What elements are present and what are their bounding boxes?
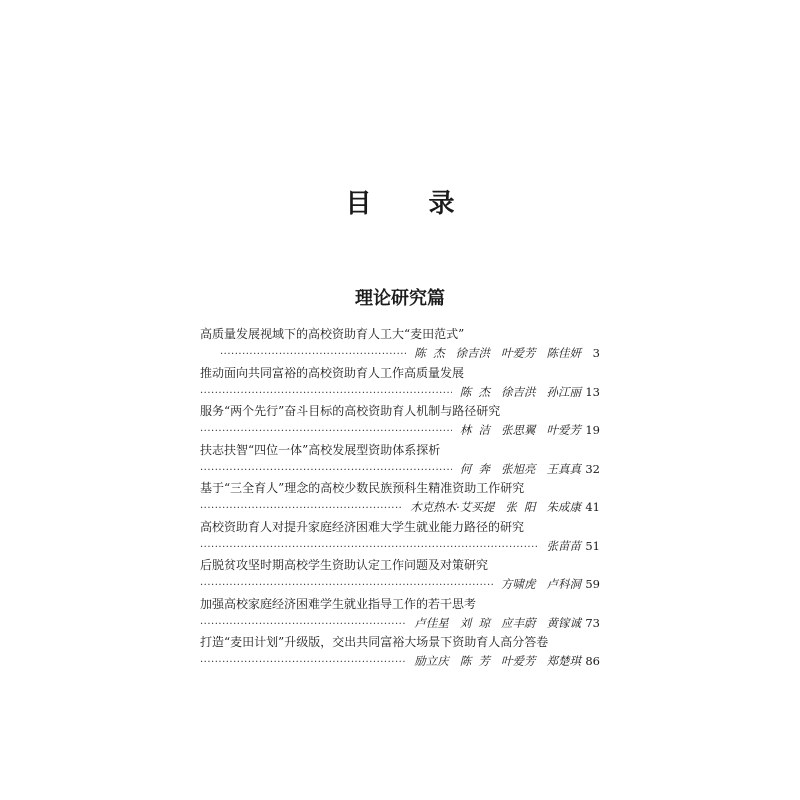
- entry-page-number: 73: [585, 615, 600, 630]
- toc-entry: [200, 556, 600, 595]
- entry-title: 高质量发展视域下的高校资助育人工大“麦田范式”: [200, 327, 465, 341]
- toc-entry: [200, 518, 600, 557]
- entry-page-number: 86: [585, 654, 600, 668]
- toc-entry: [200, 479, 600, 518]
- toc-entry: [200, 441, 600, 480]
- entry-title: 高校资助育人对提升家庭经济困难大学生就业能力路径的研究: [200, 519, 525, 534]
- entry-page-number: 51: [585, 538, 600, 553]
- entry-title: 服务“两个先行”奋斗目标的高校资助育人机制与路径研究: [200, 404, 501, 418]
- entry-page-number: 41: [585, 500, 600, 514]
- dot-leader: [200, 384, 452, 403]
- entry-title: 加强高校家庭经济困难学生就业指导工作的若干思考: [200, 596, 477, 611]
- entry-authors: 励立庆 陈 芳 叶爱芳 郑楚琪: [414, 654, 581, 668]
- entry-title: 后脱贫攻坚时期高校学生资助认定工作问题及对策研究: [200, 558, 489, 572]
- toc-entry: [200, 325, 600, 364]
- dot-leader: [200, 653, 406, 672]
- toc-entry: [200, 364, 600, 403]
- toc-entry: [200, 595, 600, 634]
- entry-authors: 陈 杰 徐吉洪 叶爱芳 陈佳妍: [414, 346, 581, 360]
- entry-title: 扶志扶智“四位一体”高校发展型资助体系探析: [200, 442, 441, 457]
- entry-authors: 方啸虎 卢科洞: [501, 577, 581, 591]
- entry-page-number: 13: [585, 384, 600, 399]
- toc-entry: [200, 402, 600, 441]
- section-heading: 理论研究篇: [355, 288, 445, 309]
- entry-title: 打造“麦田计划”升级版，交出共同富裕大场景下资助育人高分答卷: [200, 635, 549, 649]
- entry-authors: 木克热木·艾买提 张 阳 朱成康: [410, 500, 581, 514]
- entry-title: 推动面向共同富裕的高校资助育人工作高质量发展: [200, 365, 465, 380]
- entry-authors: 张苗苗: [546, 538, 581, 553]
- dot-leader: [200, 499, 402, 518]
- table-of-contents: [200, 325, 600, 672]
- dot-leader: [200, 422, 452, 441]
- dot-leader: [200, 538, 539, 557]
- entry-authors: 何 奔 张旭亮 王真真: [459, 461, 581, 476]
- entry-authors: 林 洁 张思翼 叶爱芳: [459, 423, 581, 437]
- dot-leader: [200, 461, 452, 480]
- dot-leader: [220, 345, 406, 364]
- entry-page-number: 32: [585, 461, 600, 476]
- entry-page-number: 3: [592, 346, 600, 360]
- entry-page-number: 19: [585, 423, 600, 437]
- dot-leader: [200, 576, 493, 595]
- entry-authors: 陈 杰 徐吉洪 孙江丽: [459, 384, 581, 399]
- page-title: 目 录: [345, 189, 479, 219]
- dot-leader: [200, 615, 406, 634]
- entry-title: 基于“三全育人”理念的高校少数民族预科生精准资助工作研究: [200, 481, 525, 495]
- entry-page-number: 59: [585, 577, 600, 591]
- entry-authors: 卢佳星 刘 琼 应丰蔚 黄镓诚: [414, 615, 581, 630]
- toc-entry: [200, 633, 600, 672]
